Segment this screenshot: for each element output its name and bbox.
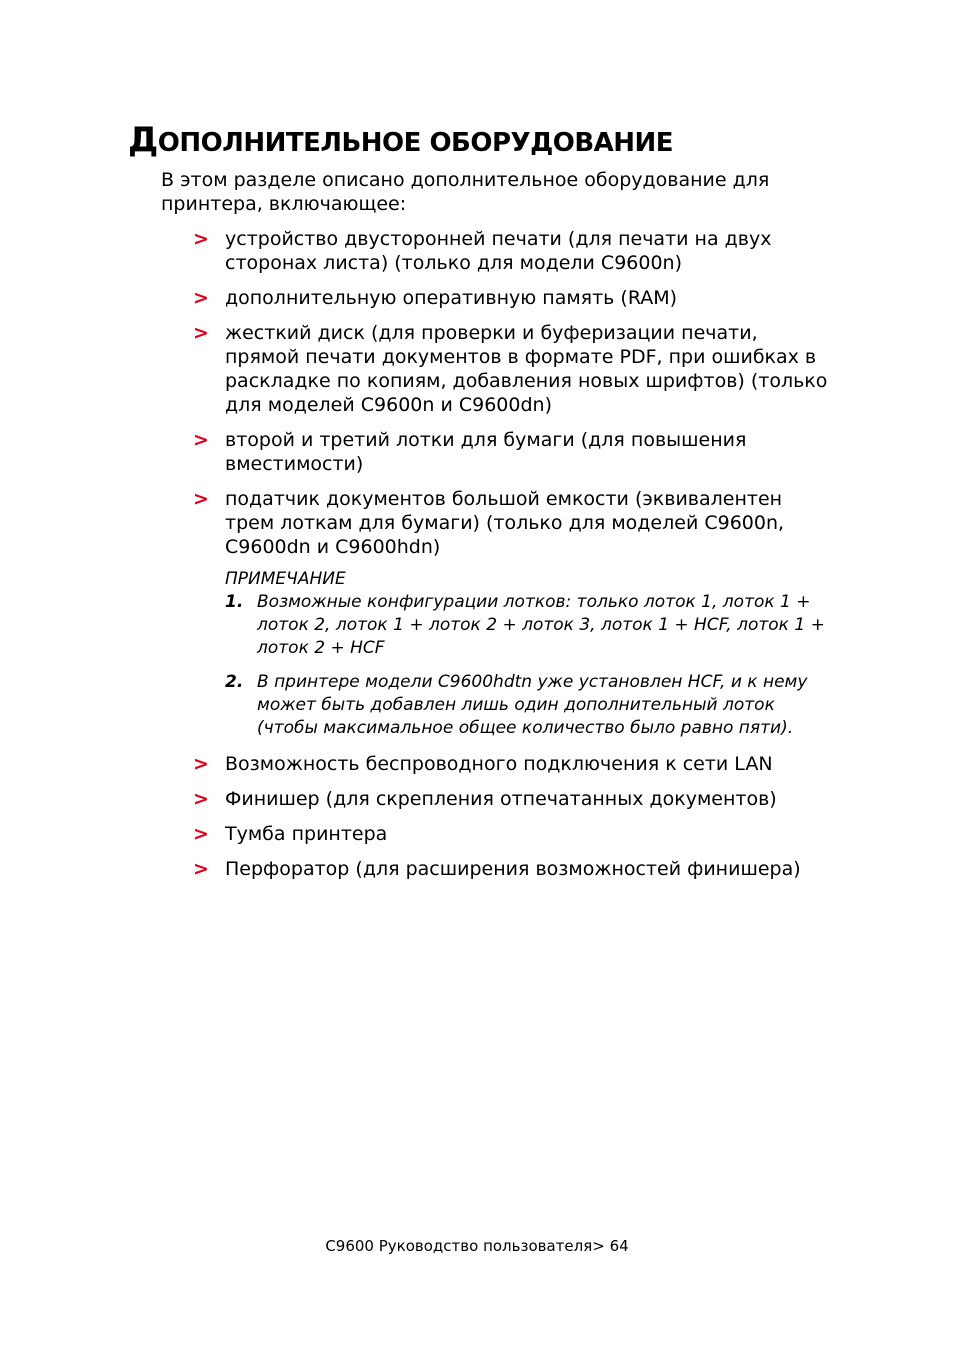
list-item [193, 822, 833, 846]
note-list [225, 591, 833, 740]
note-number: 1. [225, 592, 244, 612]
list-item-text: Перфоратор (для расширения возможностей финишера) [225, 858, 801, 880]
note-number: 2. [225, 672, 244, 692]
title-rest: ОПОЛНИТЕЛЬНОЕ ОБОРУДОВАНИЕ [157, 128, 674, 158]
list-item [193, 752, 833, 776]
intro-paragraph: В этом разделе описано дополнительное оборудование для принтера, включающее: [161, 169, 770, 215]
bullet-arrow-icon: > [193, 228, 209, 250]
bullet-arrow-icon: > [193, 488, 209, 510]
bullet-arrow-icon: > [193, 429, 209, 451]
list-item [193, 487, 833, 559]
bullet-arrow-icon: > [193, 753, 209, 775]
list-item-text: Финишер (для скрепления отпечатанных документов) [225, 788, 777, 810]
note-text: Возможные конфигурации лотков: только лоток 1, лоток 1 + лоток 2, лоток 1 + лоток 2 + лоток 3, лоток 1 + HCF, лоток 1 + лоток 2 + HCF [257, 592, 825, 658]
list-item-text: податчик документов большой емкости (эквивалентен трем лоткам для бумаги) (только для моделей C9600n, C9600dn и C9600hdn) [225, 488, 785, 558]
list-item-text: жесткий диск (для проверки и буферизации печати, прямой печати документов в формате PDF, при ошибках в раскладке по копиям, добавления новых шрифтов) (только для моделей C9600n и C9600dn) [225, 322, 828, 416]
bullet-arrow-icon: > [193, 858, 209, 880]
list-item-text: Возможность беспроводного подключения к сети LAN [225, 753, 773, 775]
title-first-letter: Д [128, 120, 158, 160]
list-item [193, 227, 833, 275]
note-heading: ПРИМЕЧАНИЕ [225, 569, 346, 589]
list-item-text: Тумба принтера [225, 823, 388, 845]
note-block [225, 568, 833, 740]
bullet-arrow-icon: > [193, 823, 209, 845]
list-item [193, 857, 833, 881]
list-item [193, 787, 833, 811]
equipment-list [193, 227, 833, 892]
list-item-text: устройство двусторонней печати (для печати на двух сторонах листа) (только для модели C9600n) [225, 228, 772, 274]
note-item [225, 591, 833, 660]
note-item [225, 671, 833, 740]
list-item-text: второй и третий лотки для бумаги (для повышения вместимости) [225, 429, 747, 475]
bullet-arrow-icon: > [193, 287, 209, 309]
list-item [193, 321, 833, 417]
note-text: В принтере модели C9600hdtn уже установлен HCF, и к нему может быть добавлен лишь один дополнительный лоток (чтобы максимальное общее количество было равно пяти). [257, 672, 808, 738]
page-footer: C9600 Руководство пользователя> 64 [325, 1237, 629, 1255]
list-item [193, 428, 833, 476]
bullet-arrow-icon: > [193, 322, 209, 344]
list-item-text: дополнительную оперативную память (RAM) [225, 287, 678, 309]
bullet-arrow-icon: > [193, 788, 209, 810]
list-item [193, 286, 833, 310]
page-title [128, 118, 673, 165]
